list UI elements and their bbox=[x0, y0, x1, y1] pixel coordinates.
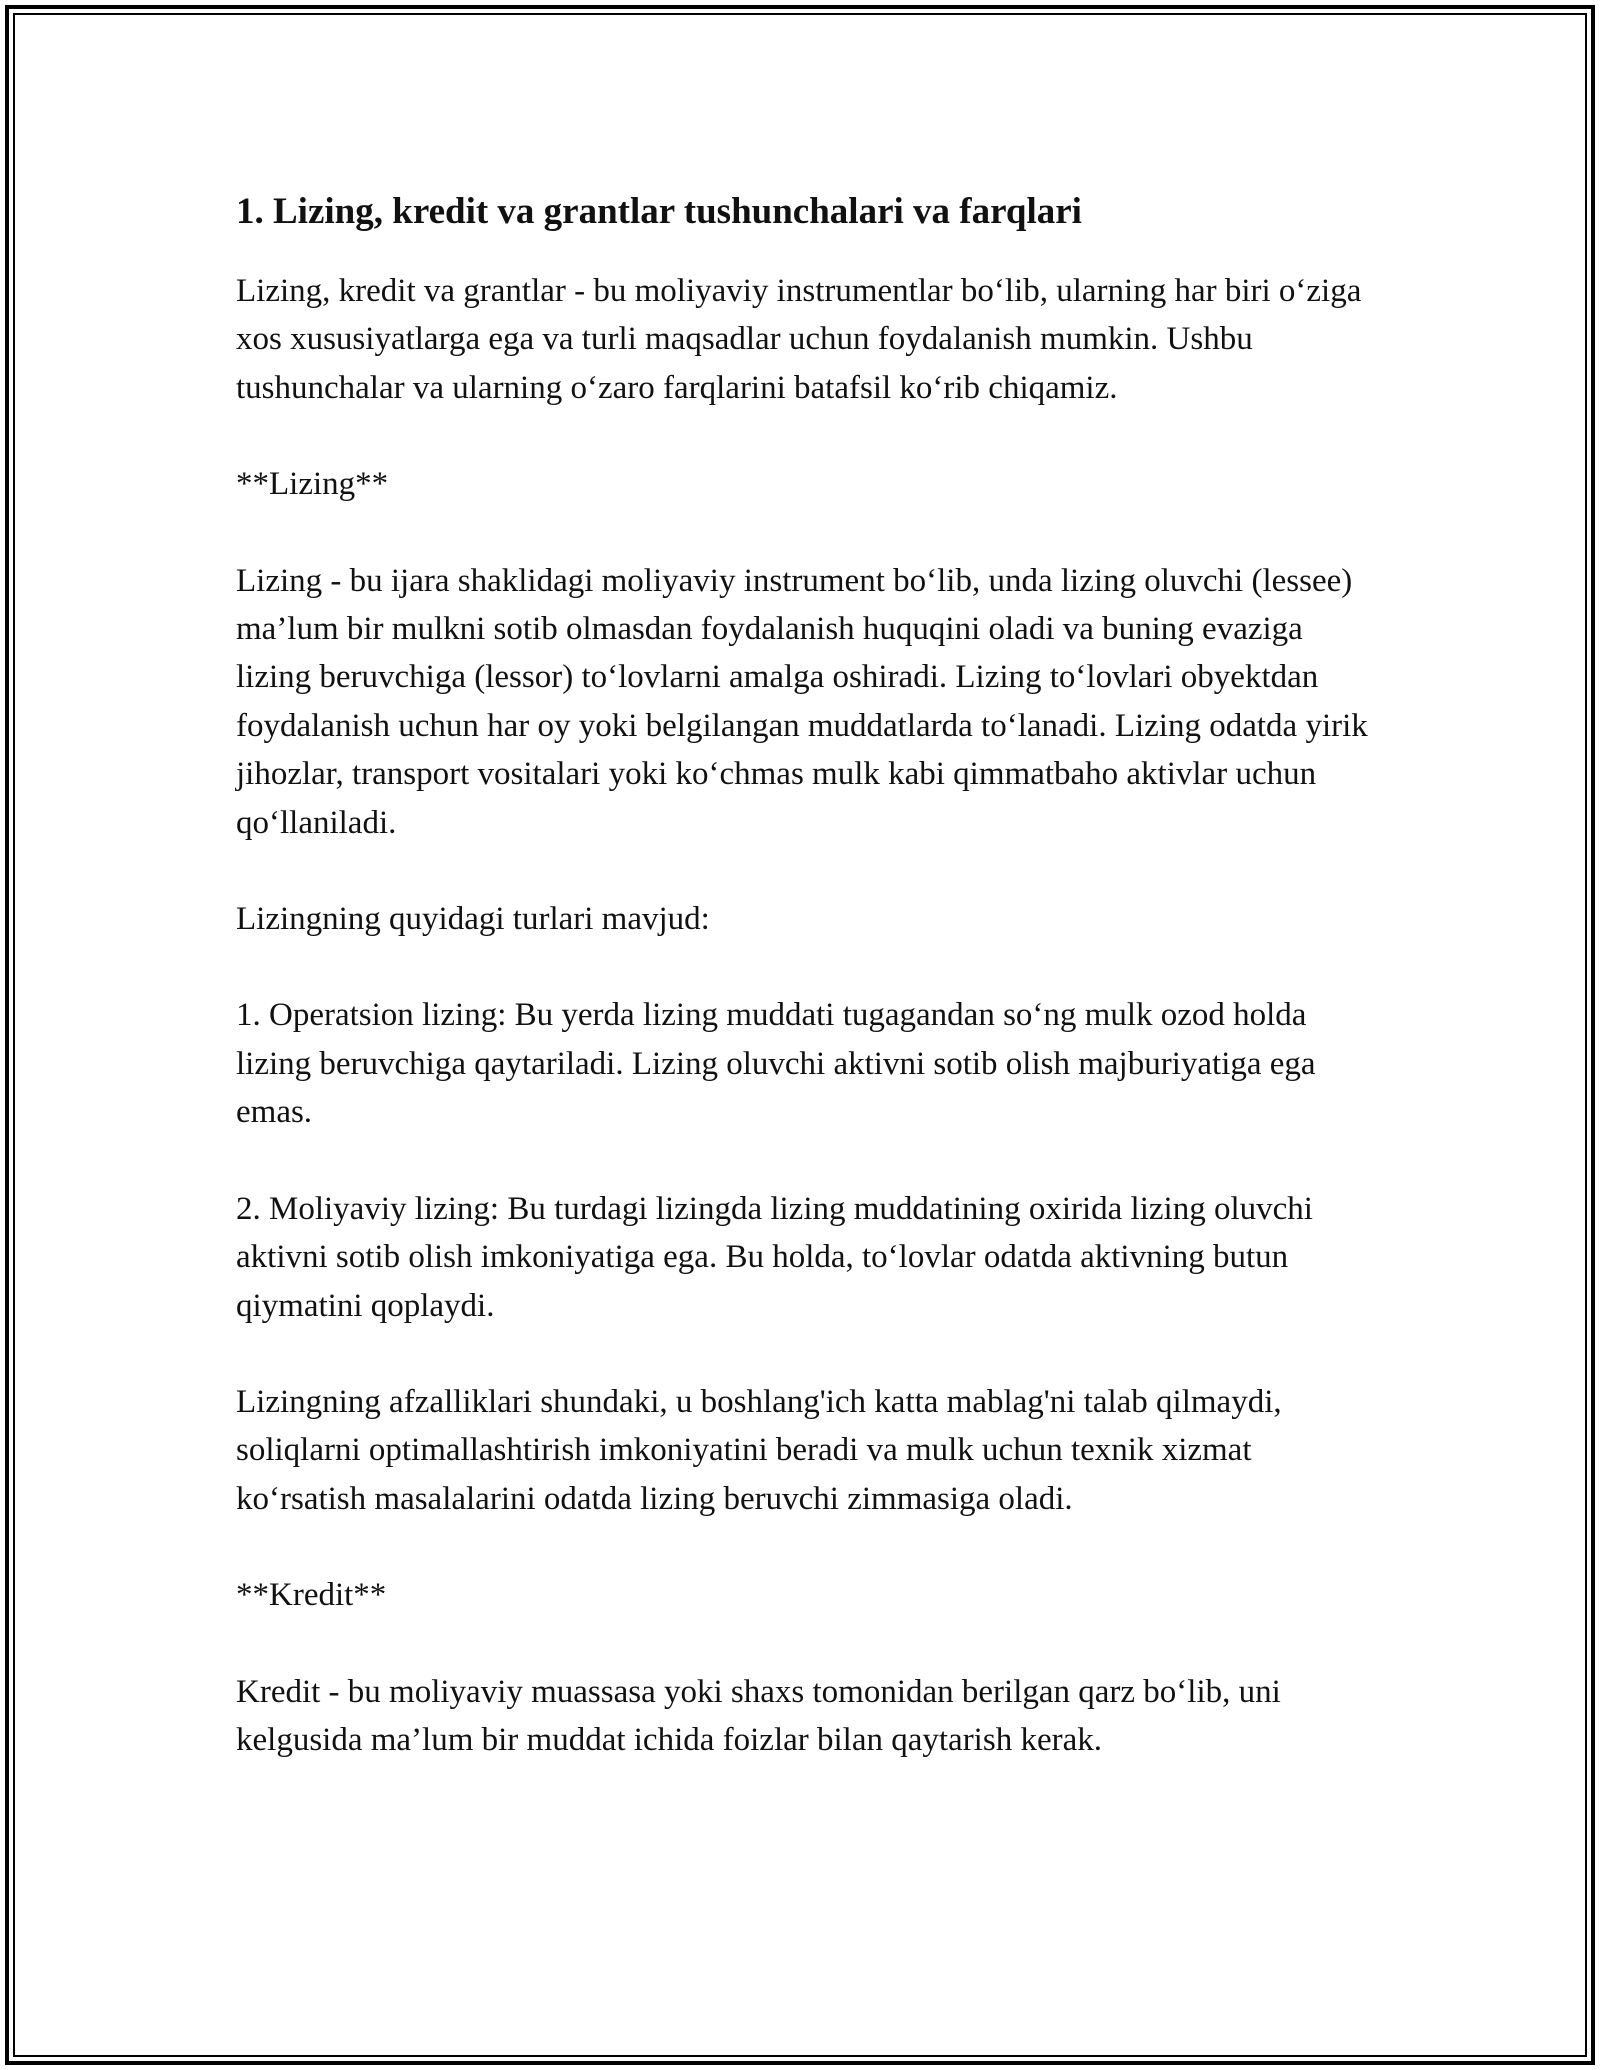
lizing-types-intro: Lizingning quyidagi turlari mavjud: bbox=[236, 901, 710, 938]
financial-leasing-item: 2. Moliyaviy lizing: Bu turdagi lizingda lizing muddatining oxirida lizing oluvchi aktivni sotib olish imkoniyatiga ega. Bu holda, to‘lovlar odatda aktivning butun qiymatini qoplaydi. bbox=[236, 1190, 1313, 1324]
lizing-heading: **Lizing** bbox=[236, 466, 389, 503]
intro-paragraph: Lizing, kredit va grantlar - bu moliyaviy instrumentlar bo‘lib, ularning har biri o‘ziga xos xususiyatlarga ega va turli maqsadlar uchun foydalanish mumkin. Ushbu tushunchalar va ularning o‘zaro farqlarini batafsil ko‘rib chiqamiz. bbox=[236, 273, 1362, 406]
kredit-heading: **Kredit** bbox=[236, 1577, 387, 1614]
lizing-definition-paragraph: Lizing - bu ijara shaklidagi moliyaviy instrument bo‘lib, unda lizing oluvchi (lessee) ma’lum bir mulkni sotib olmasdan foydalanish huquqini oladi va buning evaziga lizing beruvchiga (lessor) to‘lovlarni amalga oshiradi. Lizing to‘lovlari obyektdan foydalanish uchun har oy yoki belgilangan muddatlarda to‘lanadi. Lizing odatda yirik jihozlar, transport vositalari yoki ko‘chmas mulk kabi qimmatbaho aktivlar uchun qo‘llaniladi. bbox=[236, 562, 1368, 841]
operational-leasing-item: 1. Operatsion lizing: Bu yerda lizing muddati tugagandan so‘ng mulk ozod holda lizing beruvchiga qaytariladi. Lizing oluvchi aktivni sotib olish majburiyatiga ega emas. bbox=[236, 997, 1316, 1131]
kredit-definition-paragraph: Kredit - bu moliyaviy muassasa yoki shaxs tomonidan berilgan qarz bo‘lib, uni kelgusida ma’lum bir muddat ichida foizlar bilan qaytarish kerak. bbox=[236, 1673, 1281, 1758]
document-body bbox=[236, 186, 1376, 1812]
lizing-advantages-paragraph: Lizingning afzalliklari shundaki, u boshlang'ich katta mablag'ni talab qilmaydi, soliqlarni optimallashtirish imkoniyatini beradi va mulk uchun texnik xizmat ko‘rsatish masalalarini odatda lizing beruvchi zimmasiga oladi. bbox=[236, 1383, 1282, 1517]
document-title: 1. Lizing, kredit va grantlar tushunchalari va farqlari bbox=[236, 191, 1082, 232]
